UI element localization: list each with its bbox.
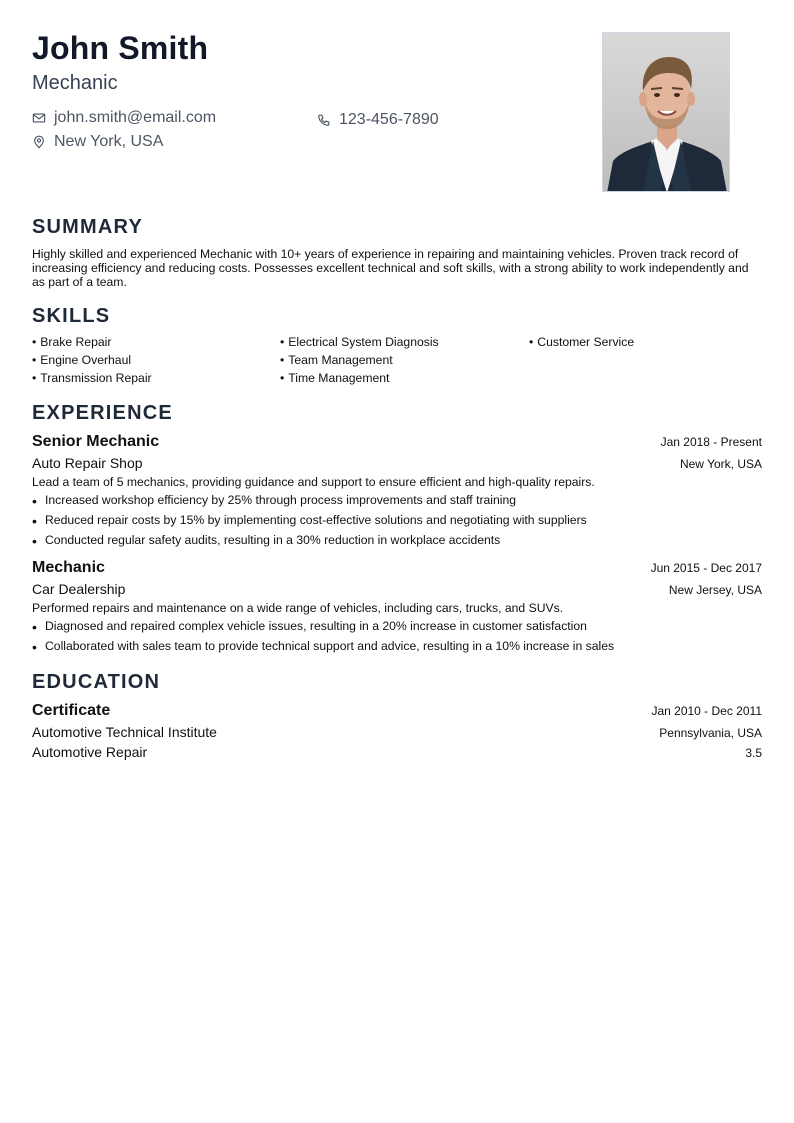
mail-icon bbox=[32, 111, 46, 125]
job-dates: Jan 2018 - Present bbox=[660, 435, 762, 449]
job-achievements bbox=[32, 493, 762, 553]
skill-item: • Time Management bbox=[280, 371, 390, 385]
skill-item: • Team Management bbox=[280, 353, 393, 367]
skill-item-empty bbox=[529, 353, 772, 367]
location-text: New York, USA bbox=[54, 133, 164, 150]
education-degree: Certificate bbox=[32, 702, 111, 719]
skill-item: • Brake Repair bbox=[32, 335, 112, 349]
job-dates: Jun 2015 - Dec 2017 bbox=[650, 561, 762, 575]
job-company: Auto Repair Shop bbox=[32, 455, 143, 471]
education-field: Automotive Repair bbox=[32, 744, 148, 760]
phone-text[interactable]: 123-456-7890 bbox=[339, 111, 439, 128]
profile-photo bbox=[602, 32, 730, 192]
education-location: Pennsylvania, USA bbox=[659, 726, 762, 740]
education-header bbox=[32, 702, 762, 720]
education-school: Automotive Technical Institute bbox=[32, 724, 217, 740]
job-location: New Jersey, USA bbox=[668, 583, 762, 597]
job-header bbox=[32, 559, 762, 577]
summary-heading: SUMMARY bbox=[32, 216, 143, 238]
job-title: Senior Mechanic bbox=[32, 433, 160, 450]
phone-icon bbox=[317, 113, 331, 127]
job-achievements bbox=[32, 619, 762, 659]
education-subheader bbox=[32, 724, 762, 740]
list-item: • Diagnosed and repaired complex vehicle issues, resulting in a 20% increase in customer satisfaction bbox=[32, 619, 587, 635]
education-grade: 3.5 bbox=[745, 746, 762, 760]
job-company: Car Dealership bbox=[32, 581, 126, 597]
skills-heading: SKILLS bbox=[32, 305, 111, 327]
education-field-row bbox=[32, 744, 762, 760]
phone-contact[interactable] bbox=[317, 111, 439, 129]
map-pin-icon bbox=[32, 135, 46, 149]
skill-item: • Transmission Repair bbox=[32, 371, 152, 385]
job-description: Performed repairs and maintenance on a wide range of vehicles, including cars, trucks, and SUVs. bbox=[32, 601, 564, 615]
skill-item: • Engine Overhaul bbox=[32, 353, 132, 367]
email-contact[interactable] bbox=[32, 109, 216, 127]
summary-text: Highly skilled and experienced Mechanic with 10+ years of experience in repairing and maintaining vehicles. Proven track record of increasing efficiency and reducing costs. Possesses excellent technical and soft skills, with a strong ability to work independently and as part of a team. bbox=[32, 247, 749, 289]
list-item: • Reduced repair costs by 15% by implementing cost-effective solutions and negotiating with suppliers bbox=[32, 513, 587, 529]
experience-heading: EXPERIENCE bbox=[32, 402, 173, 424]
job-title: Mechanic bbox=[32, 559, 105, 576]
candidate-title: Mechanic bbox=[32, 72, 118, 94]
list-item: • Collaborated with sales team to provide technical support and advice, resulting in a 10% increase in sales bbox=[32, 639, 615, 655]
location-contact bbox=[32, 133, 163, 151]
job-description: Lead a team of 5 mechanics, providing guidance and support to ensure efficient and high-quality repairs. bbox=[32, 475, 595, 489]
skill-item-empty bbox=[529, 371, 772, 385]
skills-list bbox=[32, 335, 772, 385]
list-item: • Increased workshop efficiency by 25% through process improvements and staff training bbox=[32, 493, 517, 509]
job-subheader bbox=[32, 455, 762, 471]
education-heading: EDUCATION bbox=[32, 671, 161, 693]
skill-item: • Customer Service bbox=[529, 335, 635, 349]
list-item: • Conducted regular safety audits, resulting in a 30% reduction in workplace accidents bbox=[32, 533, 501, 549]
email-text[interactable]: john.smith@email.com bbox=[54, 109, 217, 126]
job-header bbox=[32, 433, 762, 451]
education-dates: Jan 2010 - Dec 2011 bbox=[651, 704, 762, 718]
job-location: New York, USA bbox=[679, 457, 762, 471]
candidate-name: John Smith bbox=[32, 30, 209, 66]
skill-item: • Electrical System Diagnosis bbox=[280, 335, 439, 349]
job-subheader bbox=[32, 581, 762, 597]
